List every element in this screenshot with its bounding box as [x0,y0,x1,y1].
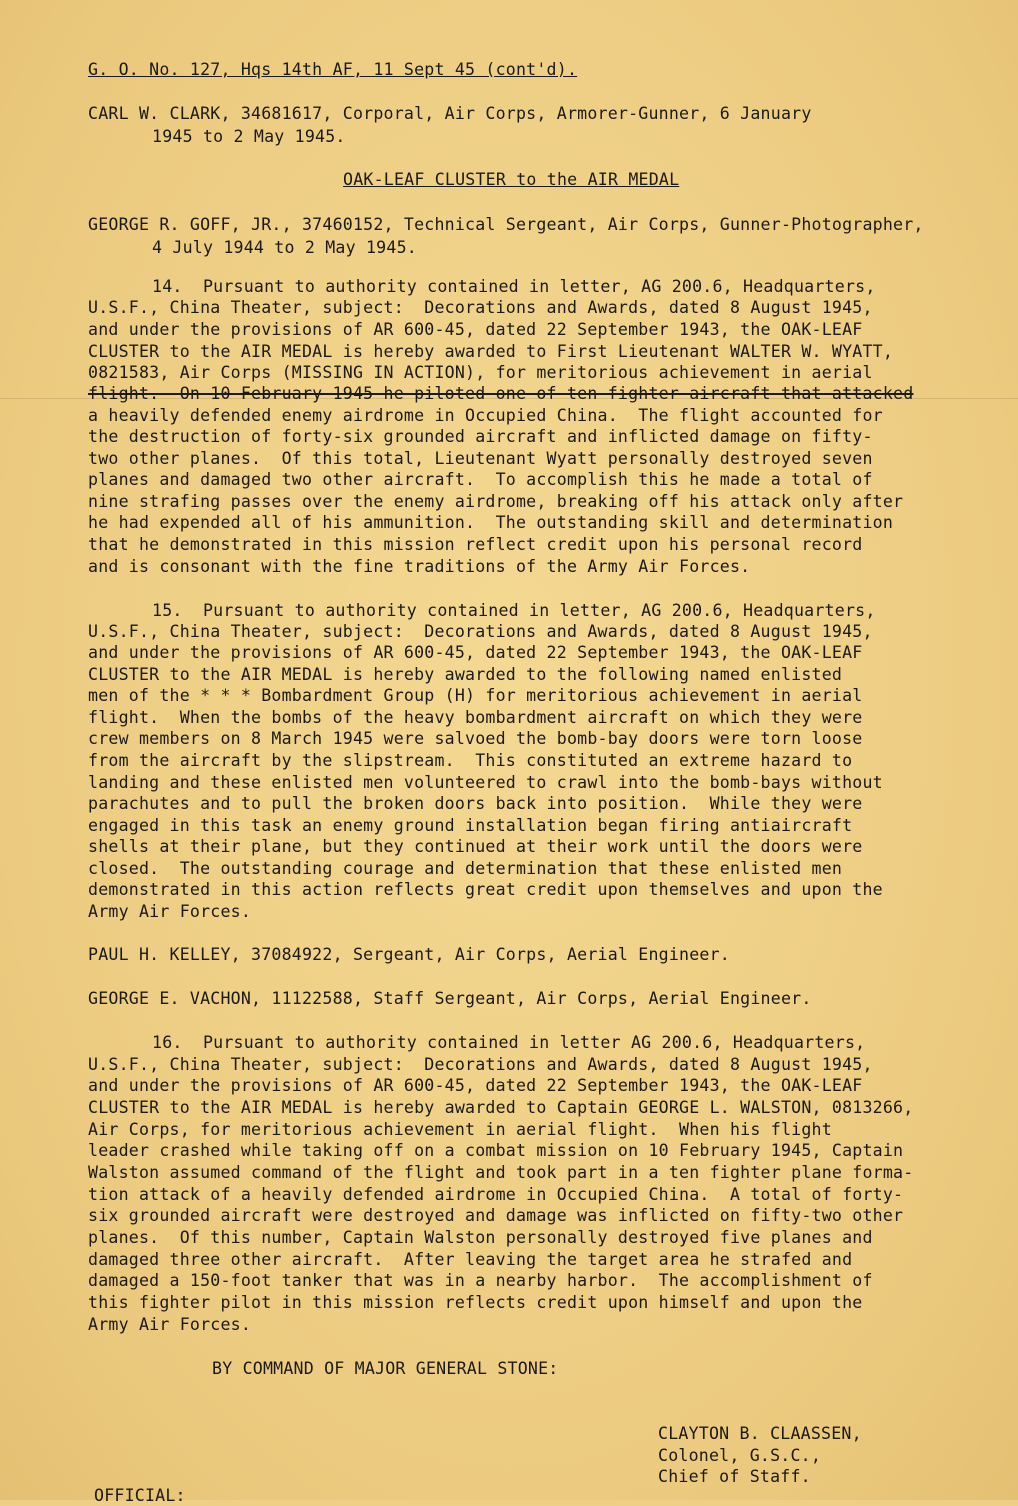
para14-line: 14. Pursuant to authority contained in letter, AG 200.6, Headquarters, [152,277,876,296]
para14-line: U.S.F., China Theater, subject: Decorations and Awards, dated 8 August 1945, [88,298,873,317]
section-heading-oak-leaf: OAK-LEAF CLUSTER to the AIR MEDAL [343,170,680,189]
para14-line: that he demonstrated in this mission reflect credit upon his personal record [88,535,863,554]
para16-line: Walston assumed command of the flight and took part in a ten fighter plane forma- [88,1163,914,1182]
clark-line-2: 1945 to 2 May 1945. [152,127,346,146]
para14-line: the destruction of forty-six grounded aircraft and inflicted damage on fifty- [88,427,873,446]
para14-line: flight. On 10 February 1945 he piloted one of ten fighter aircraft that attacked [88,384,914,403]
para16-line: 16. Pursuant to authority contained in letter AG 200.6, Headquarters, [152,1033,866,1052]
para15-line: U.S.F., China Theater, subject: Decorations and Awards, dated 8 August 1945, [88,622,873,641]
goff-line-2: 4 July 1944 to 2 May 1945. [152,238,417,257]
para15-line: shells at their plane, but they continued at their work until the doors were [88,837,863,856]
para16-line: six grounded aircraft were destroyed and damage was inflicted on fifty-two other [88,1206,904,1225]
para15-line: closed. The outstanding courage and determination that these enlisted men [88,859,843,878]
command-line: BY COMMAND OF MAJOR GENERAL STONE: [212,1359,559,1378]
para15-line: crew members on 8 March 1945 were salvoed the bomb-bay doors were torn loose [88,729,863,748]
para15-line: flight. When the bombs of the heavy bombardment aircraft on which they were [88,708,863,727]
para14-line: a heavily defended enemy airdrome in Occupied China. The flight accounted for [88,406,883,425]
para15-line: 15. Pursuant to authority contained in letter, AG 200.6, Headquarters, [152,601,876,620]
para16-line: CLUSTER to the AIR MEDAL is hereby awarded to Captain GEORGE L. WALSTON, 0813266, [88,1098,914,1117]
signature-name: CLAYTON B. CLAASSEN, [658,1424,862,1443]
order-header: G. O. No. 127, Hqs 14th AF, 11 Sept 45 (cont'd). [88,60,578,79]
para16-line: and under the provisions of AR 600-45, dated 22 September 1943, the OAK-LEAF [88,1076,863,1095]
para14-line: nine strafing passes over the enemy airdrome, breaking off his attack only after [88,492,904,511]
para14-line: and under the provisions of AR 600-45, dated 22 September 1943, the OAK-LEAF [88,320,863,339]
vachon-entry: GEORGE E. VACHON, 11122588, Staff Sergeant, Air Corps, Aerial Engineer. [88,989,812,1008]
para14-line: two other planes. Of this total, Lieutenant Wyatt personally destroyed seven [88,449,873,468]
para15-line: and under the provisions of AR 600-45, dated 22 September 1943, the OAK-LEAF [88,643,863,662]
goff-line-1: GEORGE R. GOFF, JR., 37460152, Technical Sergeant, Air Corps, Gunner-Photographer, [88,215,924,234]
para15-line: Army Air Forces. [88,902,252,921]
signature-rank: Colonel, G.S.C., [658,1446,822,1465]
clark-line-1: CARL W. CLARK, 34681617, Corporal, Air Corps, Armorer-Gunner, 6 January [88,104,812,123]
para14-line: 0821583, Air Corps (MISSING IN ACTION), for meritorious achievement in aerial [88,363,873,382]
para14-line: and is consonant with the fine traditions of the Army Air Forces. [88,557,751,576]
para15-line: from the aircraft by the slipstream. This constituted an extreme hazard to [88,751,853,770]
para16-line: damaged three other aircraft. After leaving the target area he strafed and [88,1250,853,1269]
para16-line: planes. Of this number, Captain Walston personally destroyed five planes and [88,1228,873,1247]
para16-line: leader crashed while taking off on a combat mission on 10 February 1945, Captain [88,1141,904,1160]
para15-line: demonstrated in this action reflects great credit upon themselves and upon the [88,880,883,899]
para16-line: tion attack of a heavily defended airdrome in Occupied China. A total of forty- [88,1185,904,1204]
para15-line: parachutes and to pull the broken doors back into position. While they were [88,794,863,813]
para16-line: damaged a 150-foot tanker that was in a nearby harbor. The accomplishment of [88,1271,873,1290]
para16-line: Army Air Forces. [88,1315,252,1334]
para16-line: this fighter pilot in this mission reflects credit upon himself and upon the [88,1293,863,1312]
para16-line: U.S.F., China Theater, subject: Decorations and Awards, dated 8 August 1945, [88,1055,873,1074]
para15-line: landing and these enlisted men volunteered to crawl into the bomb-bays without [88,773,883,792]
signature-title: Chief of Staff. [658,1467,811,1486]
para15-line: men of the * * * Bombardment Group (H) for meritorious achievement in aerial [88,686,863,705]
para15-line: CLUSTER to the AIR MEDAL is hereby awarded to the following named enlisted [88,665,843,684]
official-label: OFFICIAL: [94,1486,186,1505]
para15-line: engaged in this task an enemy ground installation began firing antiaircraft [88,816,853,835]
para14-line: CLUSTER to the AIR MEDAL is hereby awarded to First Lieutenant WALTER W. WYATT, [88,342,894,361]
para14-line: planes and damaged two other aircraft. To accomplish this he made a total of [88,470,873,489]
para14-line: he had expended all of his ammunition. The outstanding skill and determination [88,513,894,532]
para16-line: Air Corps, for meritorious achievement in aerial flight. When his flight [88,1120,832,1139]
kelley-entry: PAUL H. KELLEY, 37084922, Sergeant, Air Corps, Aerial Engineer. [88,945,730,964]
